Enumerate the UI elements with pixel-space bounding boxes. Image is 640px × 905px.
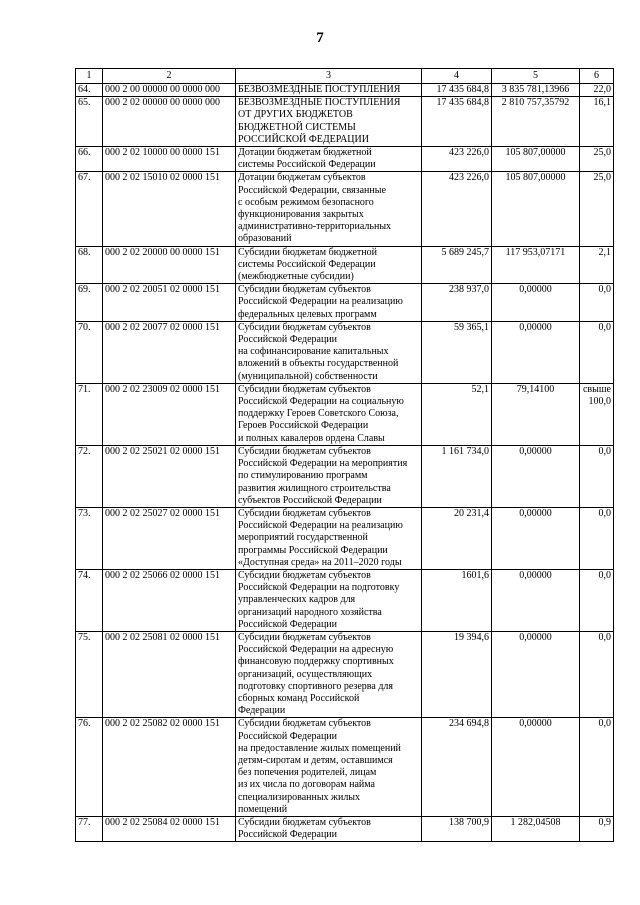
- planned-amount: 19 394,6: [422, 631, 492, 717]
- actual-amount: 79,14100: [492, 383, 580, 445]
- actual-amount: 1 282,04508: [492, 816, 580, 841]
- planned-amount: 238 937,0: [422, 284, 492, 322]
- table-row: [76, 445, 614, 507]
- planned-amount: 1 161 734,0: [422, 445, 492, 507]
- budget-code: 000 2 02 10000 00 0000 151: [103, 147, 236, 172]
- planned-amount: 234 694,8: [422, 718, 492, 817]
- income-name: Субсидии бюджетам субъектов Российской Федерации на реализацию федеральных целевых программ: [236, 284, 422, 322]
- budget-code: 000 2 02 20077 02 0000 151: [103, 321, 236, 383]
- execution-percent: свыше 100,0: [580, 383, 614, 445]
- column-header-5: 5: [492, 69, 580, 84]
- actual-amount: 0,00000: [492, 284, 580, 322]
- budget-code: 000 2 02 20000 00 0000 151: [103, 246, 236, 284]
- planned-amount: 20 231,4: [422, 507, 492, 569]
- planned-amount: 5 689 245,7: [422, 246, 492, 284]
- budget-code: 000 2 02 00000 00 0000 000: [103, 97, 236, 147]
- actual-amount: 0,00000: [492, 718, 580, 817]
- execution-percent: 25,0: [580, 147, 614, 172]
- table-row: [76, 383, 614, 445]
- budget-code: 000 2 00 00000 00 0000 000: [103, 84, 236, 97]
- budget-code: 000 2 02 25021 02 0000 151: [103, 445, 236, 507]
- column-header-3: 3: [236, 69, 422, 84]
- column-header-4: 4: [422, 69, 492, 84]
- row-number: 77.: [76, 816, 103, 841]
- table-row: [76, 97, 614, 147]
- execution-percent: 2,1: [580, 246, 614, 284]
- execution-percent: 0,9: [580, 816, 614, 841]
- actual-amount: 0,00000: [492, 445, 580, 507]
- actual-amount: 0,00000: [492, 321, 580, 383]
- income-name: Субсидии бюджетам субъектов Российской Федерации на подготовку управленческих кадров для организаций народного хозяйства Российской Федерации: [236, 569, 422, 631]
- actual-amount: 3 835 781,13966: [492, 84, 580, 97]
- execution-percent: 0,0: [580, 569, 614, 631]
- table-row: [76, 718, 614, 817]
- budget-code: 000 2 02 25082 02 0000 151: [103, 718, 236, 817]
- execution-percent: 0,0: [580, 507, 614, 569]
- table-row: [76, 507, 614, 569]
- column-header-1: 1: [76, 69, 103, 84]
- income-name: Субсидии бюджетам субъектов Российской Федерации на реализацию мероприятий государственной программы Российской Федерации «Доступная среда» на 2011–2020 годы: [236, 507, 422, 569]
- planned-amount: 59 365,1: [422, 321, 492, 383]
- row-number: 65.: [76, 97, 103, 147]
- income-name: Субсидии бюджетам субъектов Российской Федерации на мероприятия по стимулированию программ развития жилищного строительства субъектов Российской Федерации: [236, 445, 422, 507]
- table-row: [76, 246, 614, 284]
- column-number-row: [76, 69, 614, 84]
- table-body: [76, 84, 614, 842]
- income-name: Субсидии бюджетам субъектов Российской Федерации: [236, 816, 422, 841]
- actual-amount: 2 810 757,35792: [492, 97, 580, 147]
- budget-code: 000 2 02 25027 02 0000 151: [103, 507, 236, 569]
- income-name: Субсидии бюджетам субъектов Российской Федерации на софинансирование капитальных вложений в объекты государственной (муниципальной) собственности: [236, 321, 422, 383]
- income-name: Субсидии бюджетам бюджетной системы Российской Федерации (межбюджетные субсидии): [236, 246, 422, 284]
- actual-amount: 0,00000: [492, 631, 580, 717]
- table-row: [76, 147, 614, 172]
- column-header-6: 6: [580, 69, 614, 84]
- budget-code: 000 2 02 23009 02 0000 151: [103, 383, 236, 445]
- execution-percent: 0,0: [580, 631, 614, 717]
- planned-amount: 423 226,0: [422, 172, 492, 246]
- row-number: 73.: [76, 507, 103, 569]
- table-row: [76, 284, 614, 322]
- row-number: 66.: [76, 147, 103, 172]
- budget-code: 000 2 02 25066 02 0000 151: [103, 569, 236, 631]
- execution-percent: 0,0: [580, 445, 614, 507]
- row-number: 75.: [76, 631, 103, 717]
- execution-percent: 22,0: [580, 84, 614, 97]
- row-number: 76.: [76, 718, 103, 817]
- income-name: Субсидии бюджетам субъектов Российской Федерации на социальную поддержку Героев Советского Союза, Героев Российской Федерации и полных кавалеров ордена Славы: [236, 383, 422, 445]
- planned-amount: 423 226,0: [422, 147, 492, 172]
- planned-amount: 17 435 684,8: [422, 97, 492, 147]
- page-number: 7: [316, 30, 324, 46]
- budget-code: 000 2 02 20051 02 0000 151: [103, 284, 236, 322]
- table-row: [76, 172, 614, 246]
- income-name: Субсидии бюджетам субъектов Российской Федерации на предоставление жилых помещений детям-сиротам и детям, оставшимся без попечения родителей, лицам из их числа по договорам найма специализированных жилых помещений: [236, 718, 422, 817]
- execution-percent: 16,1: [580, 97, 614, 147]
- column-header-2: 2: [103, 69, 236, 84]
- table-row: [76, 569, 614, 631]
- planned-amount: 52,1: [422, 383, 492, 445]
- planned-amount: 138 700,9: [422, 816, 492, 841]
- income-name: БЕЗВОЗМЕЗДНЫЕ ПОСТУПЛЕНИЯ ОТ ДРУГИХ БЮДЖЕТОВ БЮДЖЕТНОЙ СИСТЕМЫ РОССИЙСКОЙ ФЕДЕРАЦИИ: [236, 97, 422, 147]
- income-name: Дотации бюджетам бюджетной системы Российской Федерации: [236, 147, 422, 172]
- actual-amount: 117 953,07171: [492, 246, 580, 284]
- row-number: 68.: [76, 246, 103, 284]
- row-number: 69.: [76, 284, 103, 322]
- execution-percent: 25,0: [580, 172, 614, 246]
- income-name: БЕЗВОЗМЕЗДНЫЕ ПОСТУПЛЕНИЯ: [236, 84, 422, 97]
- table-row: [76, 631, 614, 717]
- budget-table: [75, 68, 614, 842]
- row-number: 64.: [76, 84, 103, 97]
- execution-percent: 0,0: [580, 284, 614, 322]
- row-number: 70.: [76, 321, 103, 383]
- execution-percent: 0,0: [580, 321, 614, 383]
- income-name: Субсидии бюджетам субъектов Российской Федерации на адресную финансовую поддержку спортивных организаций, осуществляющих подготовку спортивного резерва для сборных команд Российской Федерации: [236, 631, 422, 717]
- row-number: 72.: [76, 445, 103, 507]
- table-row: [76, 84, 614, 97]
- budget-code: 000 2 02 25081 02 0000 151: [103, 631, 236, 717]
- actual-amount: 0,00000: [492, 569, 580, 631]
- execution-percent: 0,0: [580, 718, 614, 817]
- budget-code: 000 2 02 25084 02 0000 151: [103, 816, 236, 841]
- actual-amount: 105 807,00000: [492, 172, 580, 246]
- planned-amount: 1601,6: [422, 569, 492, 631]
- row-number: 74.: [76, 569, 103, 631]
- row-number: 71.: [76, 383, 103, 445]
- planned-amount: 17 435 684,8: [422, 84, 492, 97]
- income-name: Дотации бюджетам субъектов Российской Федерации, связанные с особым режимом безопасного функционирования закрытых административно-территориальных образований: [236, 172, 422, 246]
- row-number: 67.: [76, 172, 103, 246]
- budget-code: 000 2 02 15010 02 0000 151: [103, 172, 236, 246]
- actual-amount: 105 807,00000: [492, 147, 580, 172]
- table-row: [76, 321, 614, 383]
- table-row: [76, 816, 614, 841]
- actual-amount: 0,00000: [492, 507, 580, 569]
